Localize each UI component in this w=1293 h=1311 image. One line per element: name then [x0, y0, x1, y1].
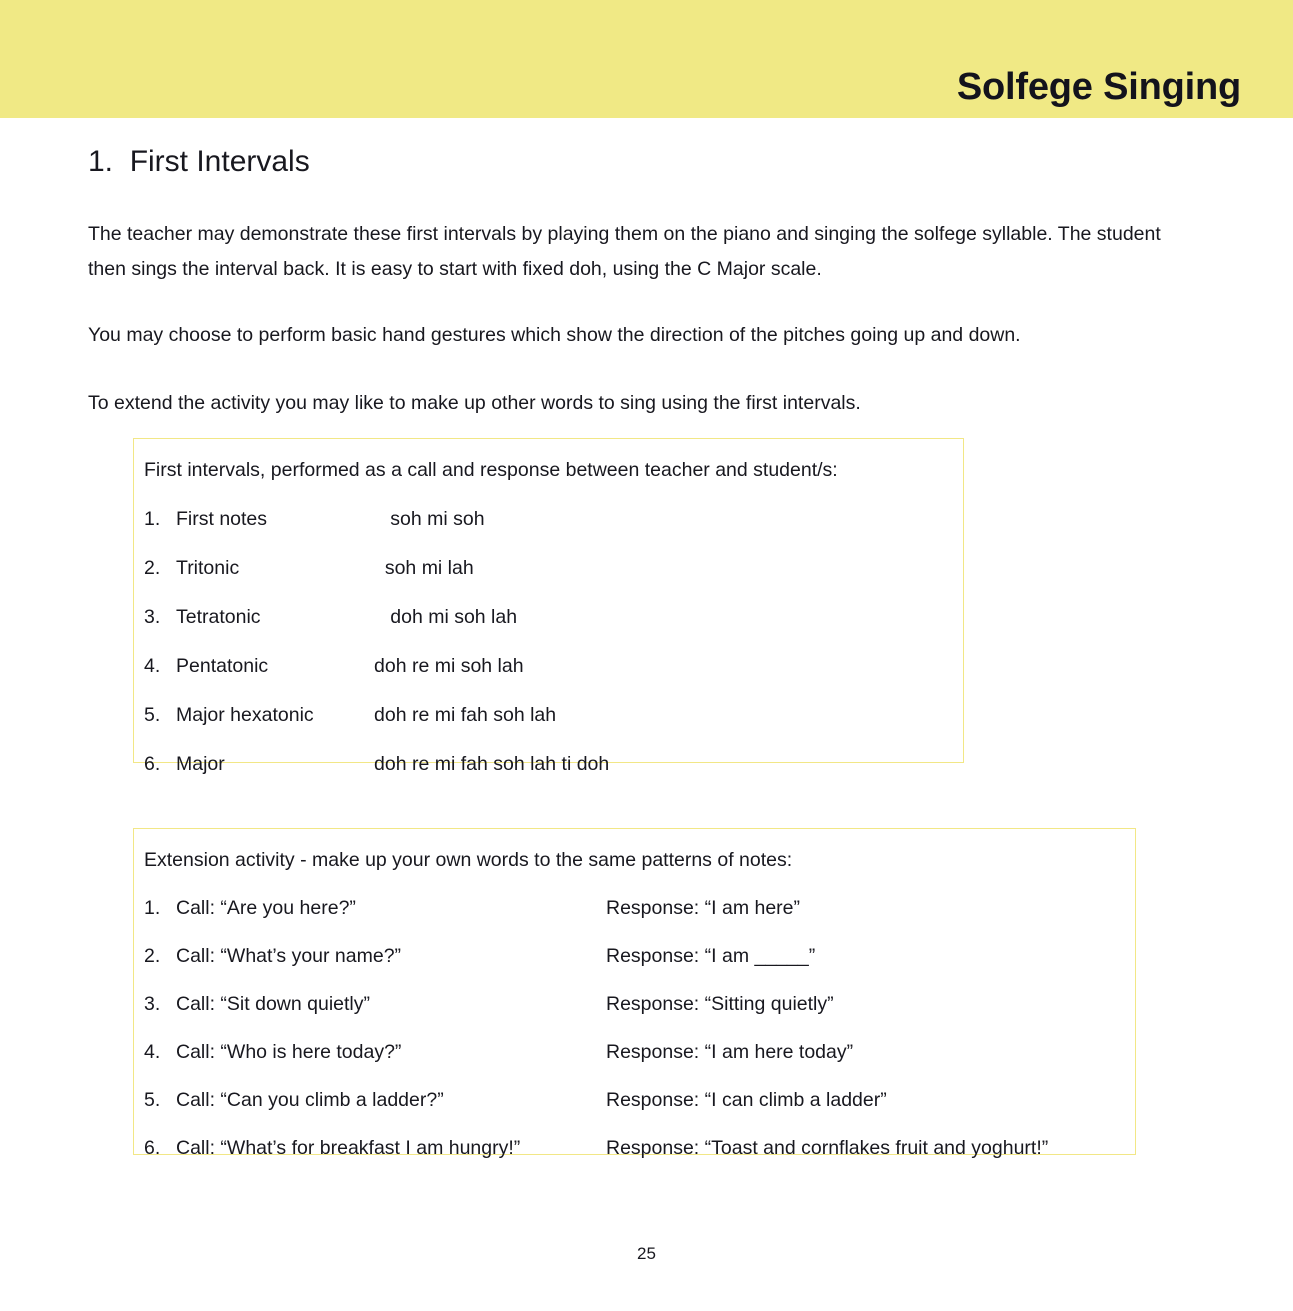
list-item-label: Tetratonic	[176, 606, 261, 628]
list-item-number: 3.	[144, 606, 161, 628]
page-number: 25	[637, 1244, 656, 1263]
paragraph-1: The teacher may demonstrate these first intervals by playing them on the piano and singing the solfege syllable. The student then sings the interval back. It is easy to start with fixed doh, using the C Major scale.	[88, 223, 1161, 280]
list-item-number: 5.	[144, 1089, 161, 1111]
extension-activity-intro: Extension activity - make up your own words to the same patterns of notes:	[144, 849, 793, 871]
page-title: Solfege Singing	[956, 66, 1241, 108]
list-item-call: Call: “What’s for breakfast I am hungry!”	[176, 1137, 521, 1159]
list-item	[134, 945, 1135, 968]
list-item-call: Call: “Sit down quietly”	[176, 993, 370, 1015]
list-item	[134, 508, 963, 531]
list-item	[134, 1041, 1135, 1064]
list-item-number: 6.	[144, 753, 161, 775]
list-item-solfege: doh re mi soh lah	[374, 655, 524, 677]
paragraph-2: You may choose to perform basic hand gestures which show the direction of the pitches going up and down.	[88, 324, 1021, 346]
list-item-solfege: soh mi soh	[374, 508, 485, 530]
list-item-number: 6.	[144, 1137, 161, 1159]
list-item-number: 2.	[144, 945, 161, 967]
list-item	[134, 753, 963, 776]
list-item-number: 1.	[144, 897, 161, 919]
list-item-label: First notes	[176, 508, 268, 530]
list-item-response: Response: “Sitting quietly”	[606, 993, 834, 1015]
list-item	[134, 993, 1135, 1016]
list-item-number: 3.	[144, 993, 161, 1015]
list-item-solfege: doh re mi fah soh lah	[374, 704, 557, 726]
list-item-call: Call: “What’s your name?”	[176, 945, 402, 967]
list-item	[134, 1089, 1135, 1112]
list-item-response: Response: “I am here today”	[606, 1041, 854, 1063]
list-item-label: Major hexatonic	[176, 704, 314, 726]
list-item	[134, 897, 1135, 920]
list-item-solfege: doh re mi fah soh lah ti doh	[374, 753, 610, 775]
list-item-solfege: doh mi soh lah	[374, 606, 518, 628]
list-item-number: 4.	[144, 655, 161, 677]
first-intervals-box	[133, 438, 964, 775]
list-item-number: 1.	[144, 508, 161, 530]
section-heading: 1. First Intervals	[88, 145, 310, 178]
extension-activity-box	[133, 828, 1136, 1159]
list-item-number: 5.	[144, 704, 161, 726]
first-intervals-intro: First intervals, performed as a call and response between teacher and student/s:	[144, 459, 838, 481]
page-body	[0, 118, 1293, 1159]
list-item-number: 2.	[144, 557, 161, 579]
list-item-solfege: soh mi lah	[374, 557, 474, 579]
list-item-response: Response: “I am here”	[606, 897, 801, 919]
list-item-number: 4.	[144, 1041, 161, 1063]
first-intervals-list	[134, 508, 963, 776]
list-item	[134, 1137, 1135, 1160]
list-item-label: Tritonic	[176, 557, 240, 579]
list-item	[134, 655, 963, 678]
page-header-band	[0, 0, 1293, 118]
list-item-response: Response: “I am _____”	[606, 945, 816, 967]
paragraph-3: To extend the activity you may like to make up other words to sing using the first intervals.	[88, 392, 861, 414]
list-item-call: Call: “Are you here?”	[176, 897, 356, 919]
list-item-label: Major	[176, 753, 225, 775]
list-item	[134, 704, 963, 727]
list-item-response: Response: “I can climb a ladder”	[606, 1089, 887, 1111]
list-item-call: Call: “Who is here today?”	[176, 1041, 402, 1063]
extension-activity-list	[134, 897, 1135, 1160]
list-item	[134, 557, 963, 580]
list-item-call: Call: “Can you climb a ladder?”	[176, 1089, 444, 1111]
list-item	[134, 606, 963, 629]
list-item-response: Response: “Toast and cornflakes fruit and yoghurt!”	[606, 1137, 1049, 1159]
list-item-label: Pentatonic	[176, 655, 269, 677]
